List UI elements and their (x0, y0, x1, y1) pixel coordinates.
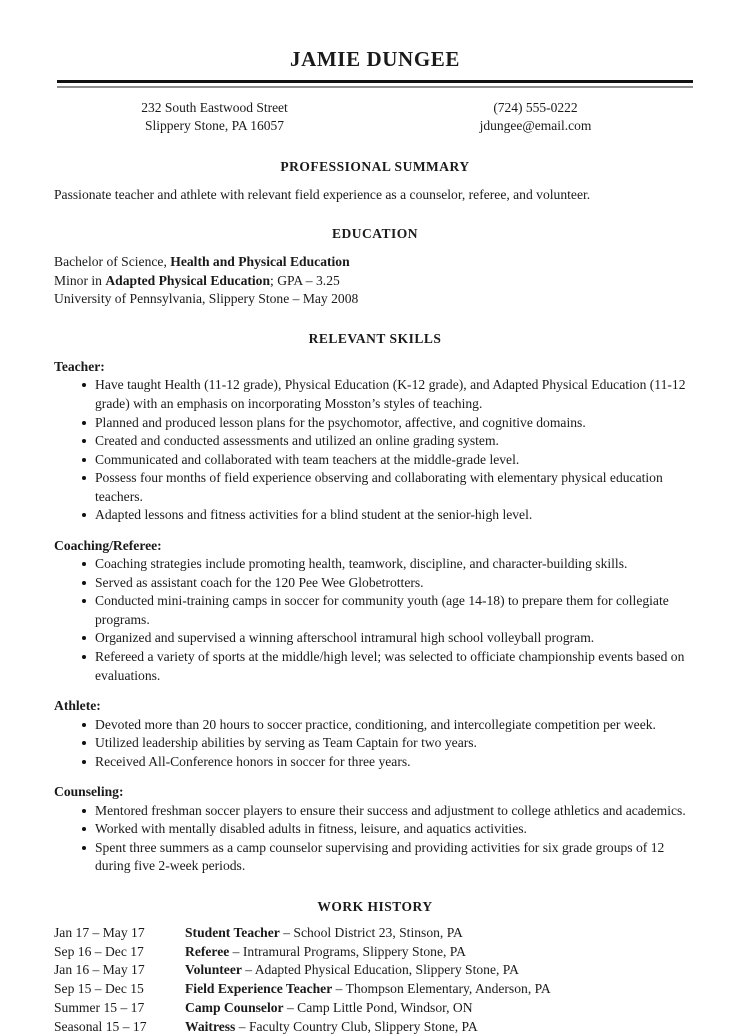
summary-text: Passionate teacher and athlete with relevant field experience as a counselor, referee, and volunteer. (54, 187, 591, 202)
education-line (54, 290, 696, 308)
work-history-table (54, 924, 696, 1036)
work-job-title: Field Experience Teacher (185, 981, 333, 997)
education-text: Minor in (54, 272, 106, 288)
skills-bullet-list (54, 716, 696, 772)
list-item: Devoted more than 20 hours to soccer practice, conditioning, and intercollegiate competition per week. (54, 716, 696, 735)
education-degree-emphasis: Adapted Physical Education (105, 272, 271, 288)
work-employer: – Faculty Country Club, Slippery Stone, PA (235, 1018, 478, 1034)
table-row (54, 943, 696, 962)
address-line-1: 232 South Eastwood Street (141, 100, 288, 116)
work-role-cell (185, 924, 696, 943)
list-item: Received All-Conference honors in soccer for three years. (54, 753, 696, 772)
work-job-title: Student Teacher (185, 924, 280, 940)
work-job-title: Volunteer (185, 962, 242, 978)
header-divider (54, 80, 696, 88)
page-title: JAMIE DUNGEE (290, 47, 460, 71)
list-item: Refereed a variety of sports at the middle/high level; was selected to officiate championship events based on evaluations. (54, 648, 696, 685)
work-job-title: Referee (185, 943, 230, 959)
list-item: Possess four months of field experience observing and collaborating with elementary physical education teachers. (54, 469, 696, 506)
list-item: Served as assistant coach for the 120 Pee Wee Globetrotters. (54, 574, 696, 593)
list-item: Spent three summers as a camp counselor supervising and providing activities for six grade groups of 12 during five 2-week periods. (54, 839, 696, 876)
skills-bullet-list (54, 376, 696, 524)
education-degree-emphasis: Health and Physical Education (170, 254, 350, 270)
list-item: Conducted mini-training camps in soccer for community youth (age 14-18) to prepare them for collegiate programs. (54, 592, 696, 629)
skills-bullet-list (54, 555, 696, 685)
work-role-cell (185, 980, 696, 999)
email-address: jdungee@email.com (479, 118, 592, 134)
section-heading-education: EDUCATION (331, 226, 418, 242)
education-line (54, 272, 696, 290)
skills-bullet-list (54, 802, 696, 876)
section-heading-summary: PROFESSIONAL SUMMARY (280, 159, 470, 174)
work-employer: – Thompson Elementary, Anderson, PA (332, 981, 551, 997)
skills-group (54, 783, 696, 876)
table-row (54, 999, 696, 1018)
education-text: University of Pennsylvania, Slippery Stone – May 2008 (54, 291, 359, 307)
contact-address (54, 99, 375, 135)
list-item: Worked with mentally disabled adults in fitness, leisure, and aquatics activities. (54, 820, 696, 839)
work-employer: – Camp Little Pond, Windsor, ON (283, 999, 473, 1015)
work-role-cell (185, 943, 696, 962)
skills-group (54, 358, 696, 525)
work-employer: – School District 23, Stinson, PA (279, 924, 463, 940)
skills-group-label: Counseling: (54, 784, 124, 800)
list-item: Communicated and collaborated with team teachers at the middle-grade level. (54, 451, 696, 470)
contact-block (54, 99, 696, 135)
list-item: Mentored freshman soccer players to ensure their success and adjustment to college athletics and academics. (54, 802, 696, 821)
list-item: Coaching strategies include promoting health, teamwork, discipline, and character-building skills. (54, 555, 696, 574)
list-item: Adapted lessons and fitness activities for a blind student at the senior-high level. (54, 506, 696, 525)
education-line (54, 253, 696, 271)
education-text-trailing: ; GPA – 3.25 (270, 272, 340, 288)
contact-phone-email (375, 99, 696, 135)
skills-group-label: Teacher: (54, 358, 105, 374)
education-block (54, 253, 696, 308)
work-dates: Summer 15 – 17 (54, 999, 145, 1015)
work-job-title: Waitress (185, 1018, 236, 1034)
section-heading-work-history: WORK HISTORY (317, 898, 433, 914)
skills-group (54, 537, 696, 685)
skills-groups (54, 358, 696, 876)
work-role-cell (185, 999, 696, 1018)
address-line-2: Slippery Stone, PA 16057 (144, 118, 285, 134)
education-lines (54, 253, 696, 308)
skills-group-label: Coaching/Referee: (54, 537, 162, 553)
table-row (54, 924, 696, 943)
work-dates: Jan 17 – May 17 (54, 924, 145, 940)
section-heading-skills: RELEVANT SKILLS (308, 330, 442, 346)
header-rule-thick (57, 80, 693, 83)
list-item: Organized and supervised a winning afterschool intramural high school volleyball program. (54, 629, 696, 648)
education-text: Bachelor of Science, (54, 254, 171, 270)
list-item: Utilized leadership abilities by serving as Team Captain for two years. (54, 734, 696, 753)
work-dates: Jan 16 – May 17 (54, 962, 145, 978)
table-row (54, 1018, 696, 1036)
skills-group (54, 697, 696, 771)
list-item: Created and conducted assessments and utilized an online grading system. (54, 432, 696, 451)
work-dates: Seasonal 15 – 17 (54, 1018, 147, 1034)
skills-group-label: Athlete: (54, 698, 101, 714)
list-item: Have taught Health (11-12 grade), Physical Education (K-12 grade), and Adapted Physical Education (11-12 grade) with an emphasis on incorporating Mosston’s styles of teaching. (54, 376, 696, 413)
work-employer: – Adapted Physical Education, Slippery Stone, PA (241, 962, 519, 978)
work-dates: Sep 15 – Dec 15 (54, 981, 144, 997)
work-dates: Sep 16 – Dec 17 (54, 943, 144, 959)
work-role-cell (185, 1018, 696, 1036)
table-row (54, 980, 696, 999)
list-item: Planned and produced lesson plans for the psychomotor, affective, and cognitive domains. (54, 414, 696, 433)
work-employer: – Intramural Programs, Slippery Stone, PA (229, 943, 466, 959)
header-rule-thin (57, 86, 693, 88)
work-job-title: Camp Counselor (185, 999, 284, 1015)
phone-number: (724) 555-0222 (493, 100, 578, 116)
